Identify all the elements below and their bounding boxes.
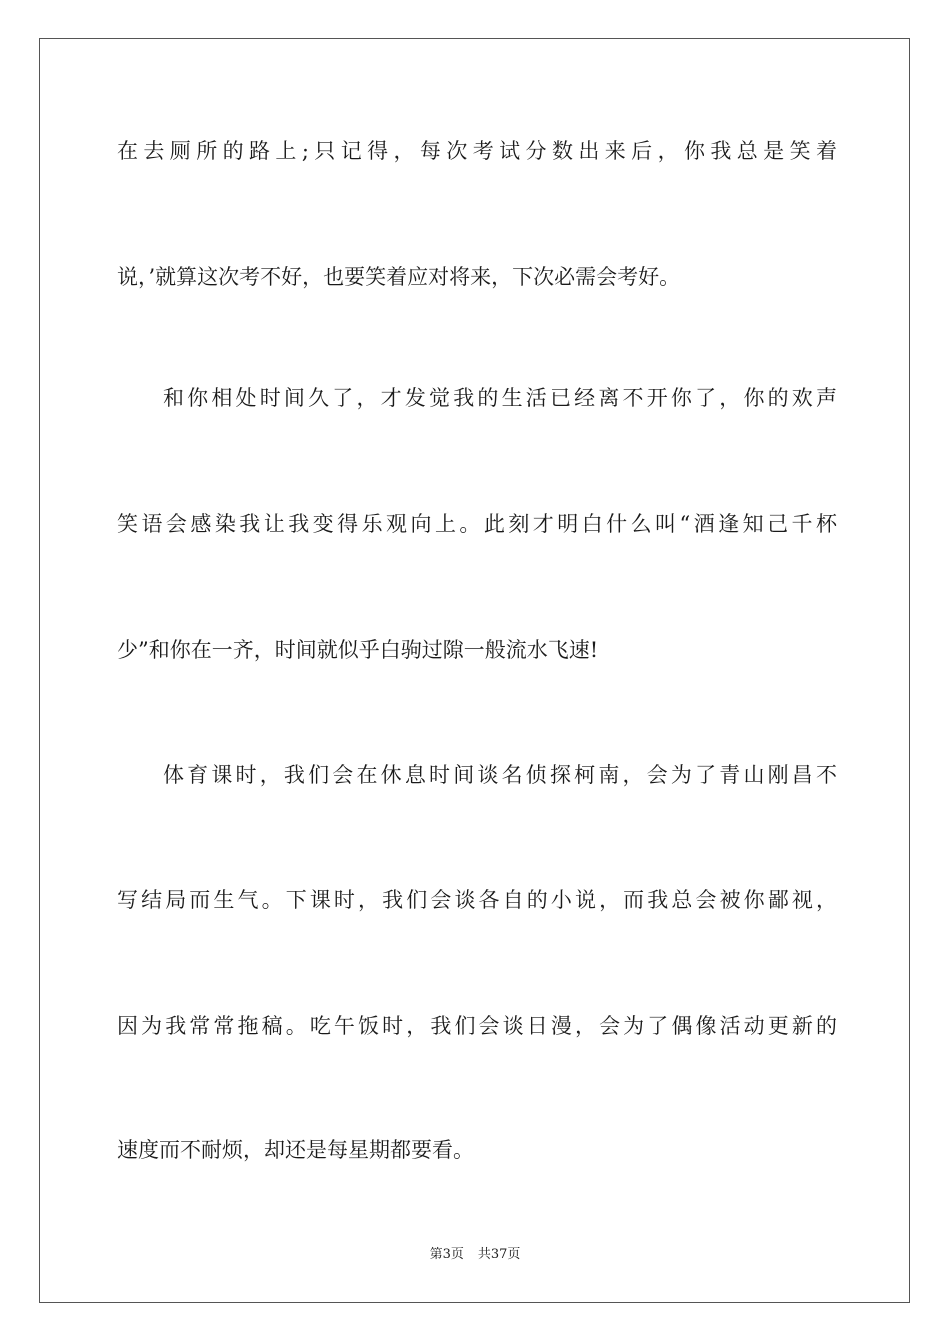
page-total: 共37页 [477, 1247, 521, 1262]
page-border [39, 38, 910, 1303]
page-footer [0, 1246, 950, 1264]
text-line-9: 速度而不耐烦，却还是每星期都要看。 [117, 1138, 474, 1162]
text-line-8: 因为我常常拖稿。吃午饭时，我们会谈日漫，会为了偶像活动更新的 [117, 1014, 837, 1038]
text-line-1: 在去厕所的路上;只记得，每次考试分数出来后，你我总是笑着 [117, 139, 837, 163]
text-line-5: 少”和你在一齐，时间就似乎白驹过隙一般流水飞速! [117, 638, 599, 662]
text-line-7: 写结局而生气。下课时，我们会谈各自的小说，而我总会被你鄙视， [117, 888, 837, 912]
page-number: 第3页 [429, 1247, 464, 1262]
text-line-6: 体育课时，我们会在休息时间谈名侦探柯南，会为了青山刚昌不 [163, 763, 837, 787]
text-line-4: 笑语会感染我让我变得乐观向上。此刻才明白什么叫“酒逢知己千杯 [117, 512, 837, 536]
text-line-2: 说，’就算这次考不好，也要笑着应对将来，下次必需会考好。 [117, 265, 681, 289]
text-line-3: 和你相处时间久了，才发觉我的生活已经离不开你了，你的欢声 [163, 386, 837, 410]
